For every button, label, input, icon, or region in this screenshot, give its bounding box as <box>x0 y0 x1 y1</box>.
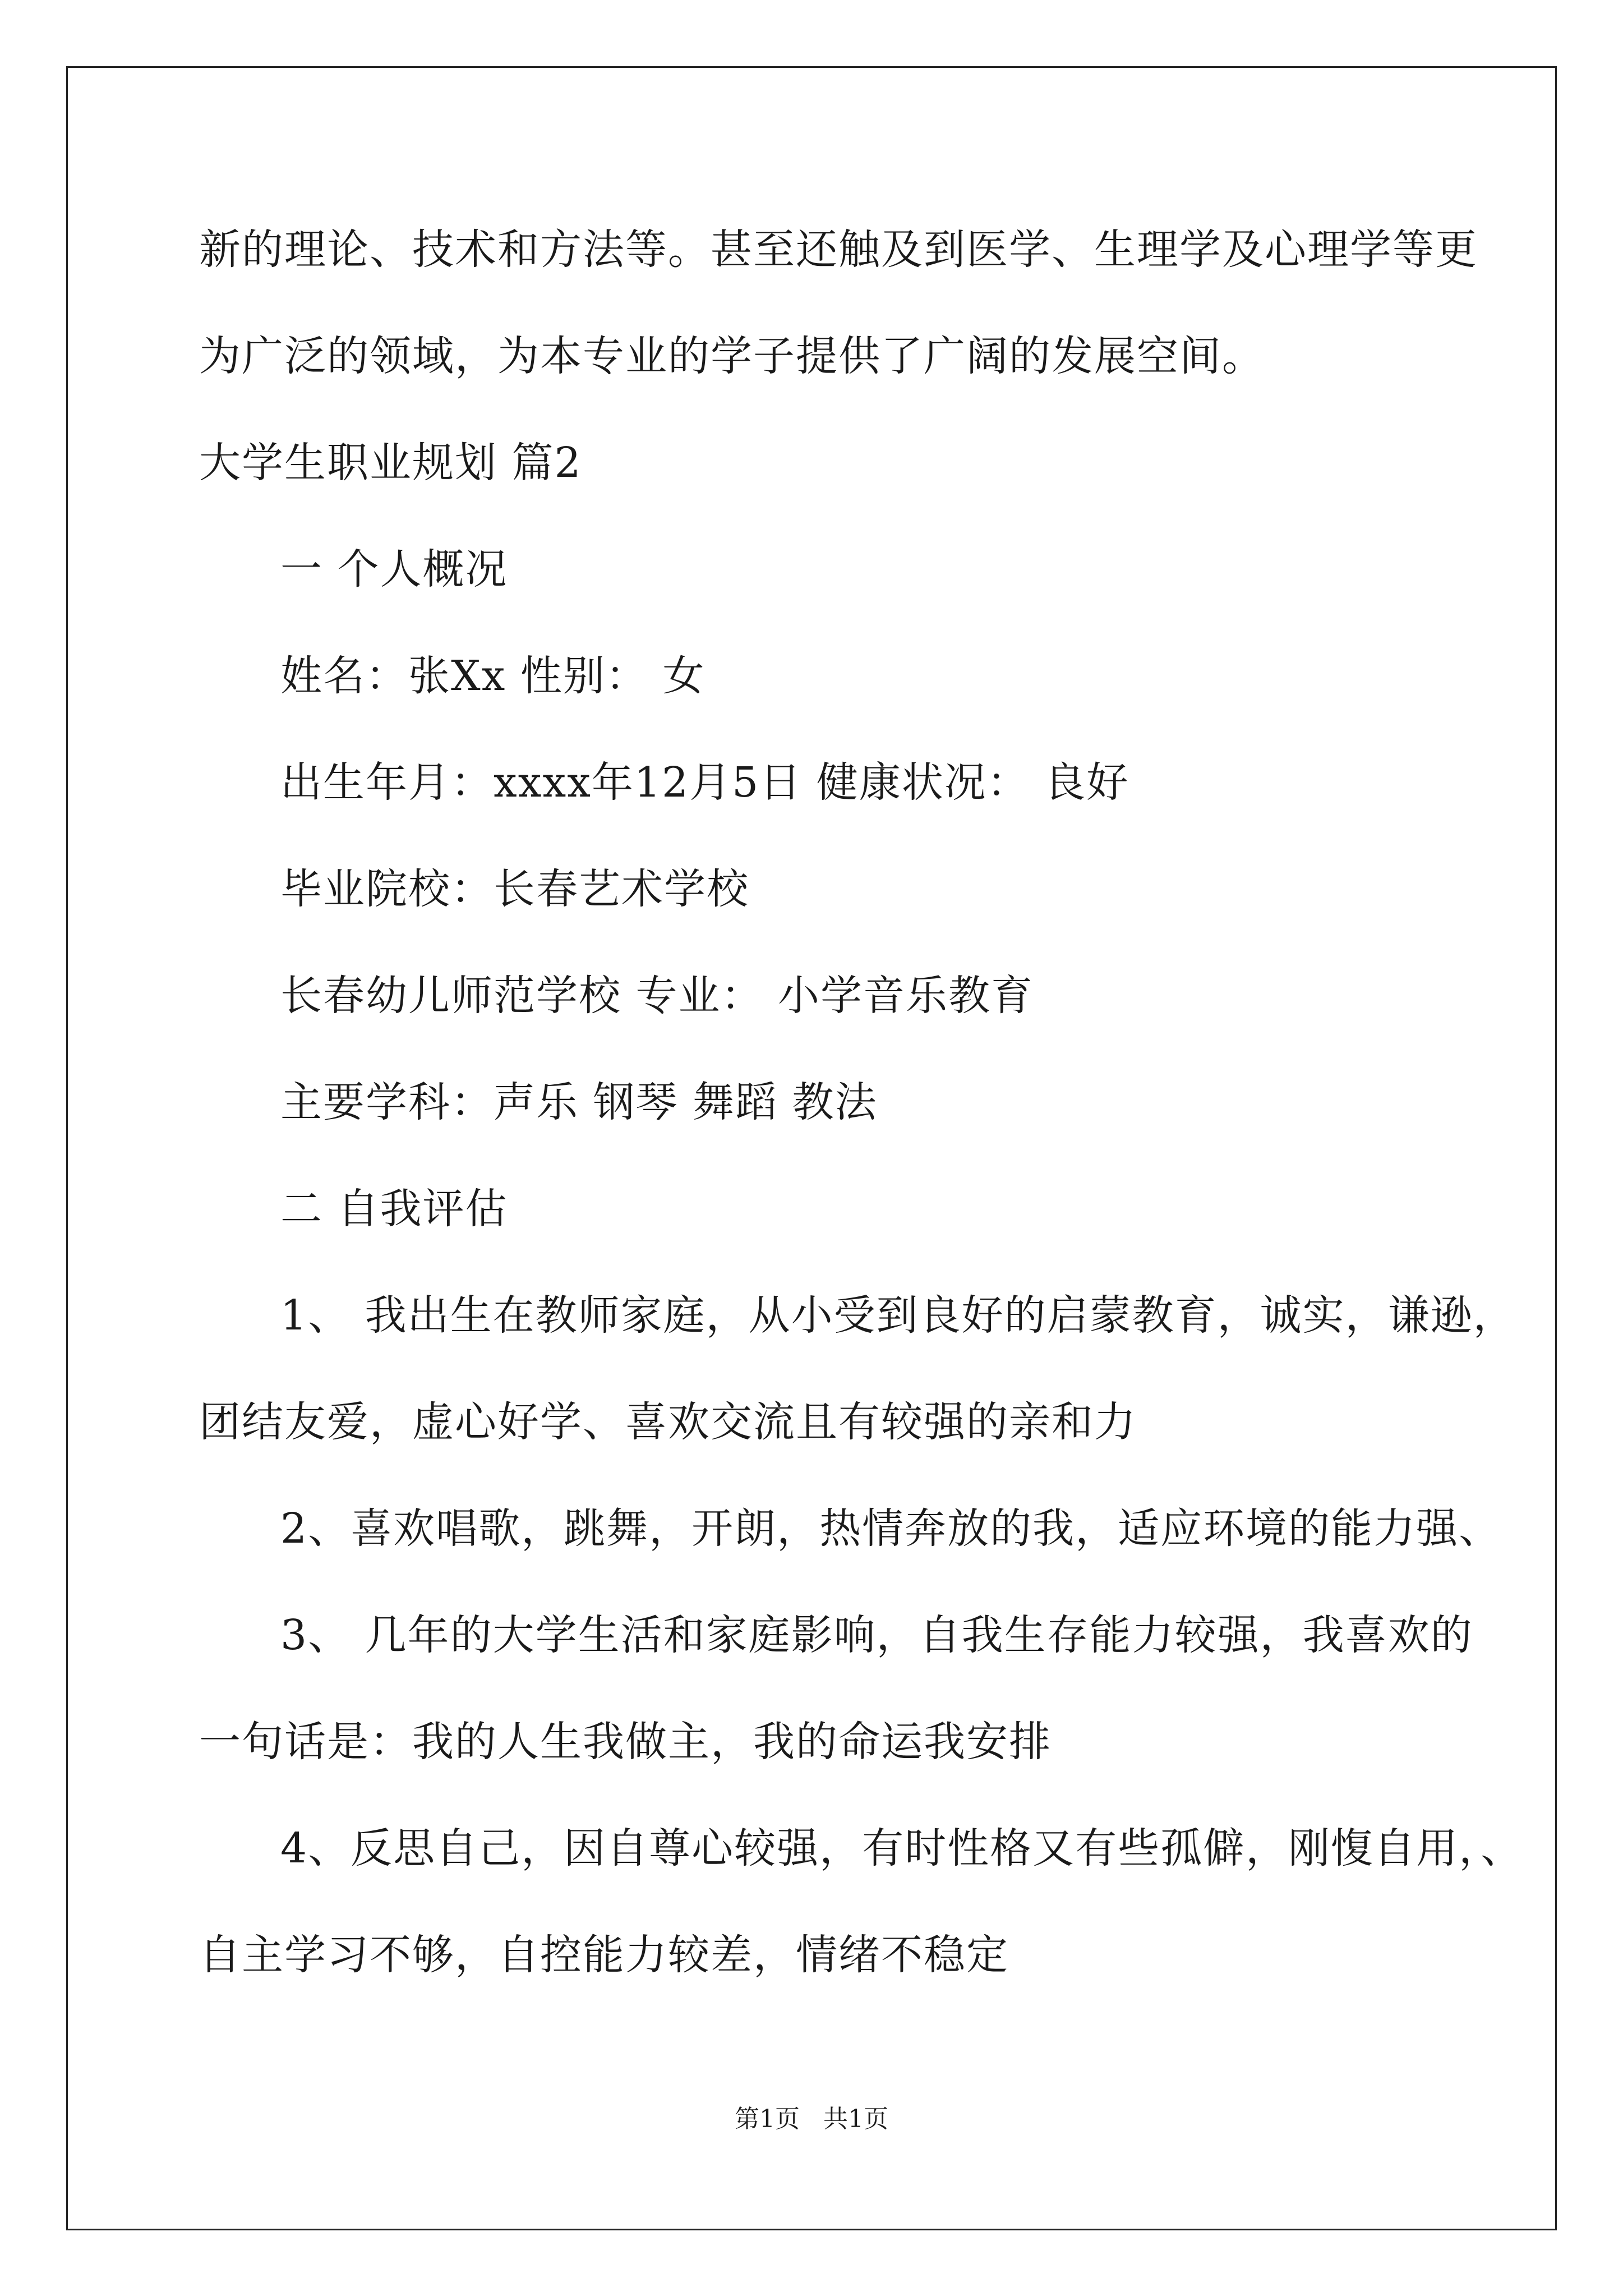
paragraph-line: 为广泛的领域，为本专业的学子提供了广阔的发展空间。 <box>199 332 1265 380</box>
list-item-line: 自主学习不够，自控能力较差，情绪不稳定 <box>199 1931 1009 1979</box>
paragraph-line: 新的理论、技术和方法等。甚至还触及到医学、生理学及心理学等更 <box>199 226 1478 274</box>
list-item-line: 3、 几年的大学生活和家庭影响，自我生存能力较强，我喜欢的 <box>280 1611 1473 1659</box>
page-number-total: 共1页 <box>823 2105 888 2133</box>
section-heading: 大学生职业规划 篇2 <box>199 439 582 487</box>
page-footer <box>0 2102 1623 2136</box>
subsection-heading: 一 个人概况 <box>280 545 508 593</box>
list-item-line: 1、 我出生在教师家庭，从小受到良好的启蒙教育，诚实，谦逊， <box>280 1291 1516 1340</box>
info-line-birth-health: 出生年月：xxxx年12月5日 健康状况： 良好 <box>280 758 1129 807</box>
list-item-line: 4、反思自己，因自尊心较强，有时性格又有些孤僻，刚愎自用，、 <box>280 1824 1524 1872</box>
subsection-heading: 二 自我评估 <box>280 1185 508 1233</box>
list-item-line: 团结友爱，虚心好学、喜欢交流且有较强的亲和力 <box>199 1398 1137 1446</box>
info-line-school: 毕业院校：长春艺术学校 <box>280 865 749 913</box>
info-line-name-gender: 姓名：张Xx 性别： 女 <box>280 652 706 700</box>
page-border <box>66 66 1557 2230</box>
page-number-current: 第1页 <box>735 2105 800 2133</box>
list-item-line: 2、喜欢唱歌，跳舞，开朗，热情奔放的我，适应环境的能力强、 <box>280 1504 1502 1553</box>
info-line-major: 长春幼儿师范学校 专业： 小学音乐教育 <box>280 972 1034 1020</box>
list-item-line: 一句话是：我的人生我做主，我的命运我安排 <box>199 1718 1052 1766</box>
info-line-subjects: 主要学科：声乐 钢琴 舞蹈 教法 <box>280 1078 878 1126</box>
